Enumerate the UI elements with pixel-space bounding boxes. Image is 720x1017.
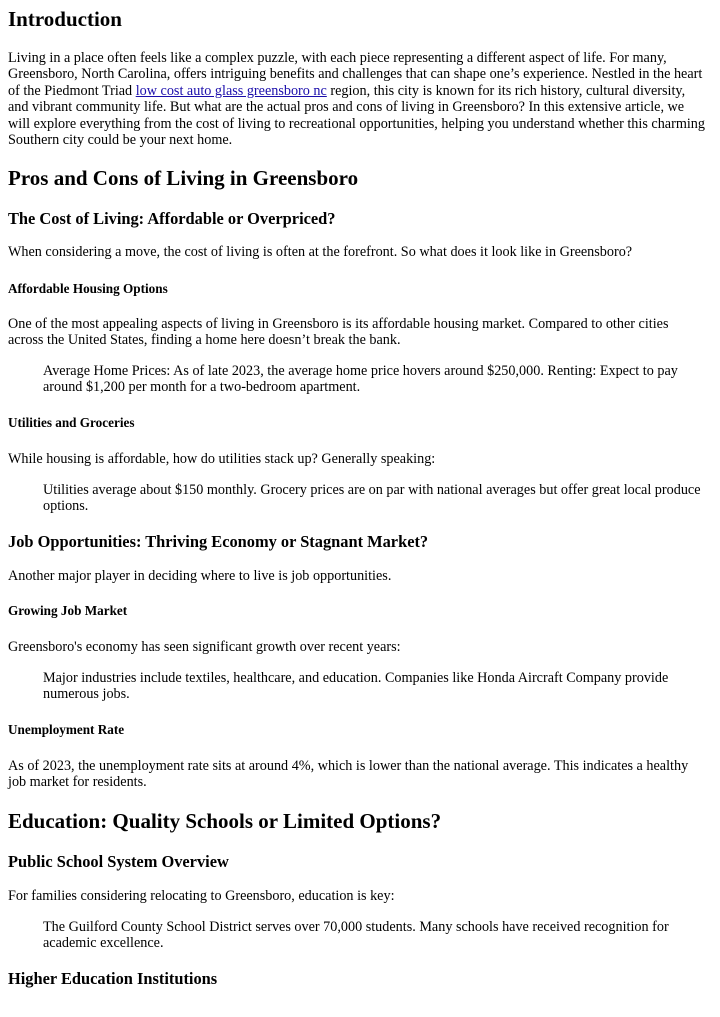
public-school-quote: The Guilford County School District serves over 70,000 students. Many schools have received recognition for academic excellence. bbox=[43, 919, 669, 952]
intro-paragraph bbox=[8, 50, 706, 148]
public-school-heading: Public School System Overview bbox=[8, 852, 229, 871]
higher-education-heading: Higher Education Institutions bbox=[8, 969, 218, 988]
growing-job-paragraph: Greensboro's economy has seen significant growth over recent years: bbox=[8, 639, 401, 655]
cost-heading: The Cost of Living: Affordable or Overpriced? bbox=[8, 209, 336, 228]
intro-text-after-link: region, this city is known for its rich history, cultural diversity, and vibrant community life. But what are the actual pros and cons of living in Greensboro? In this extensive article, we will explore everything from the cost of living to recreational opportunities, helping you understand whether this charming Southern city could be your next home. bbox=[8, 82, 705, 149]
utilities-quote: Utilities average about $150 monthly. Grocery prices are on par with national averages but offer great local produce options. bbox=[43, 482, 701, 515]
intro-heading: Introduction bbox=[8, 7, 122, 31]
unemployment-paragraph: As of 2023, the unemployment rate sits at around 4%, which is lower than the national average. This indicates a healthy job market for residents. bbox=[8, 758, 689, 791]
jobs-heading: Job Opportunities: Thriving Economy or Stagnant Market? bbox=[8, 532, 429, 551]
utilities-heading: Utilities and Groceries bbox=[8, 415, 135, 430]
auto-glass-link[interactable]: low cost auto glass greensboro nc bbox=[135, 82, 327, 99]
housing-heading: Affordable Housing Options bbox=[8, 281, 168, 296]
education-heading: Education: Quality Schools or Limited Options? bbox=[8, 809, 442, 833]
housing-quote: Average Home Prices: As of late 2023, the average home price hovers around $250,000. Renting: Expect to pay around $1,200 per month for a two-bedroom apartment. bbox=[43, 363, 678, 396]
housing-paragraph: One of the most appealing aspects of living in Greensboro is its affordable housing market. Compared to other cities across the United States, finding a home here doesn’t break the bank. bbox=[8, 316, 669, 349]
growing-job-heading: Growing Job Market bbox=[8, 603, 128, 618]
utilities-paragraph: While housing is affordable, how do utilities stack up? Generally speaking: bbox=[8, 451, 436, 467]
pros-cons-heading: Pros and Cons of Living in Greensboro bbox=[8, 166, 359, 190]
growing-job-quote: Major industries include textiles, healthcare, and education. Companies like Honda Aircraft Company provide numerous jobs. bbox=[43, 670, 669, 703]
public-school-paragraph: For families considering relocating to Greensboro, education is key: bbox=[8, 888, 395, 904]
cost-paragraph: When considering a move, the cost of living is often at the forefront. So what does it look like in Greensboro? bbox=[8, 244, 633, 260]
unemployment-heading: Unemployment Rate bbox=[8, 722, 125, 737]
intro-text-before-link: Living in a place often feels like a complex puzzle, with each piece representing a different aspect of life. For many, Greensboro, North Carolina, offers intriguing benefits and challenges that can shape one’s experience. Nestled in the heart of the Piedmont Triad bbox=[8, 50, 703, 99]
jobs-paragraph: Another major player in deciding where to live is job opportunities. bbox=[8, 568, 392, 584]
